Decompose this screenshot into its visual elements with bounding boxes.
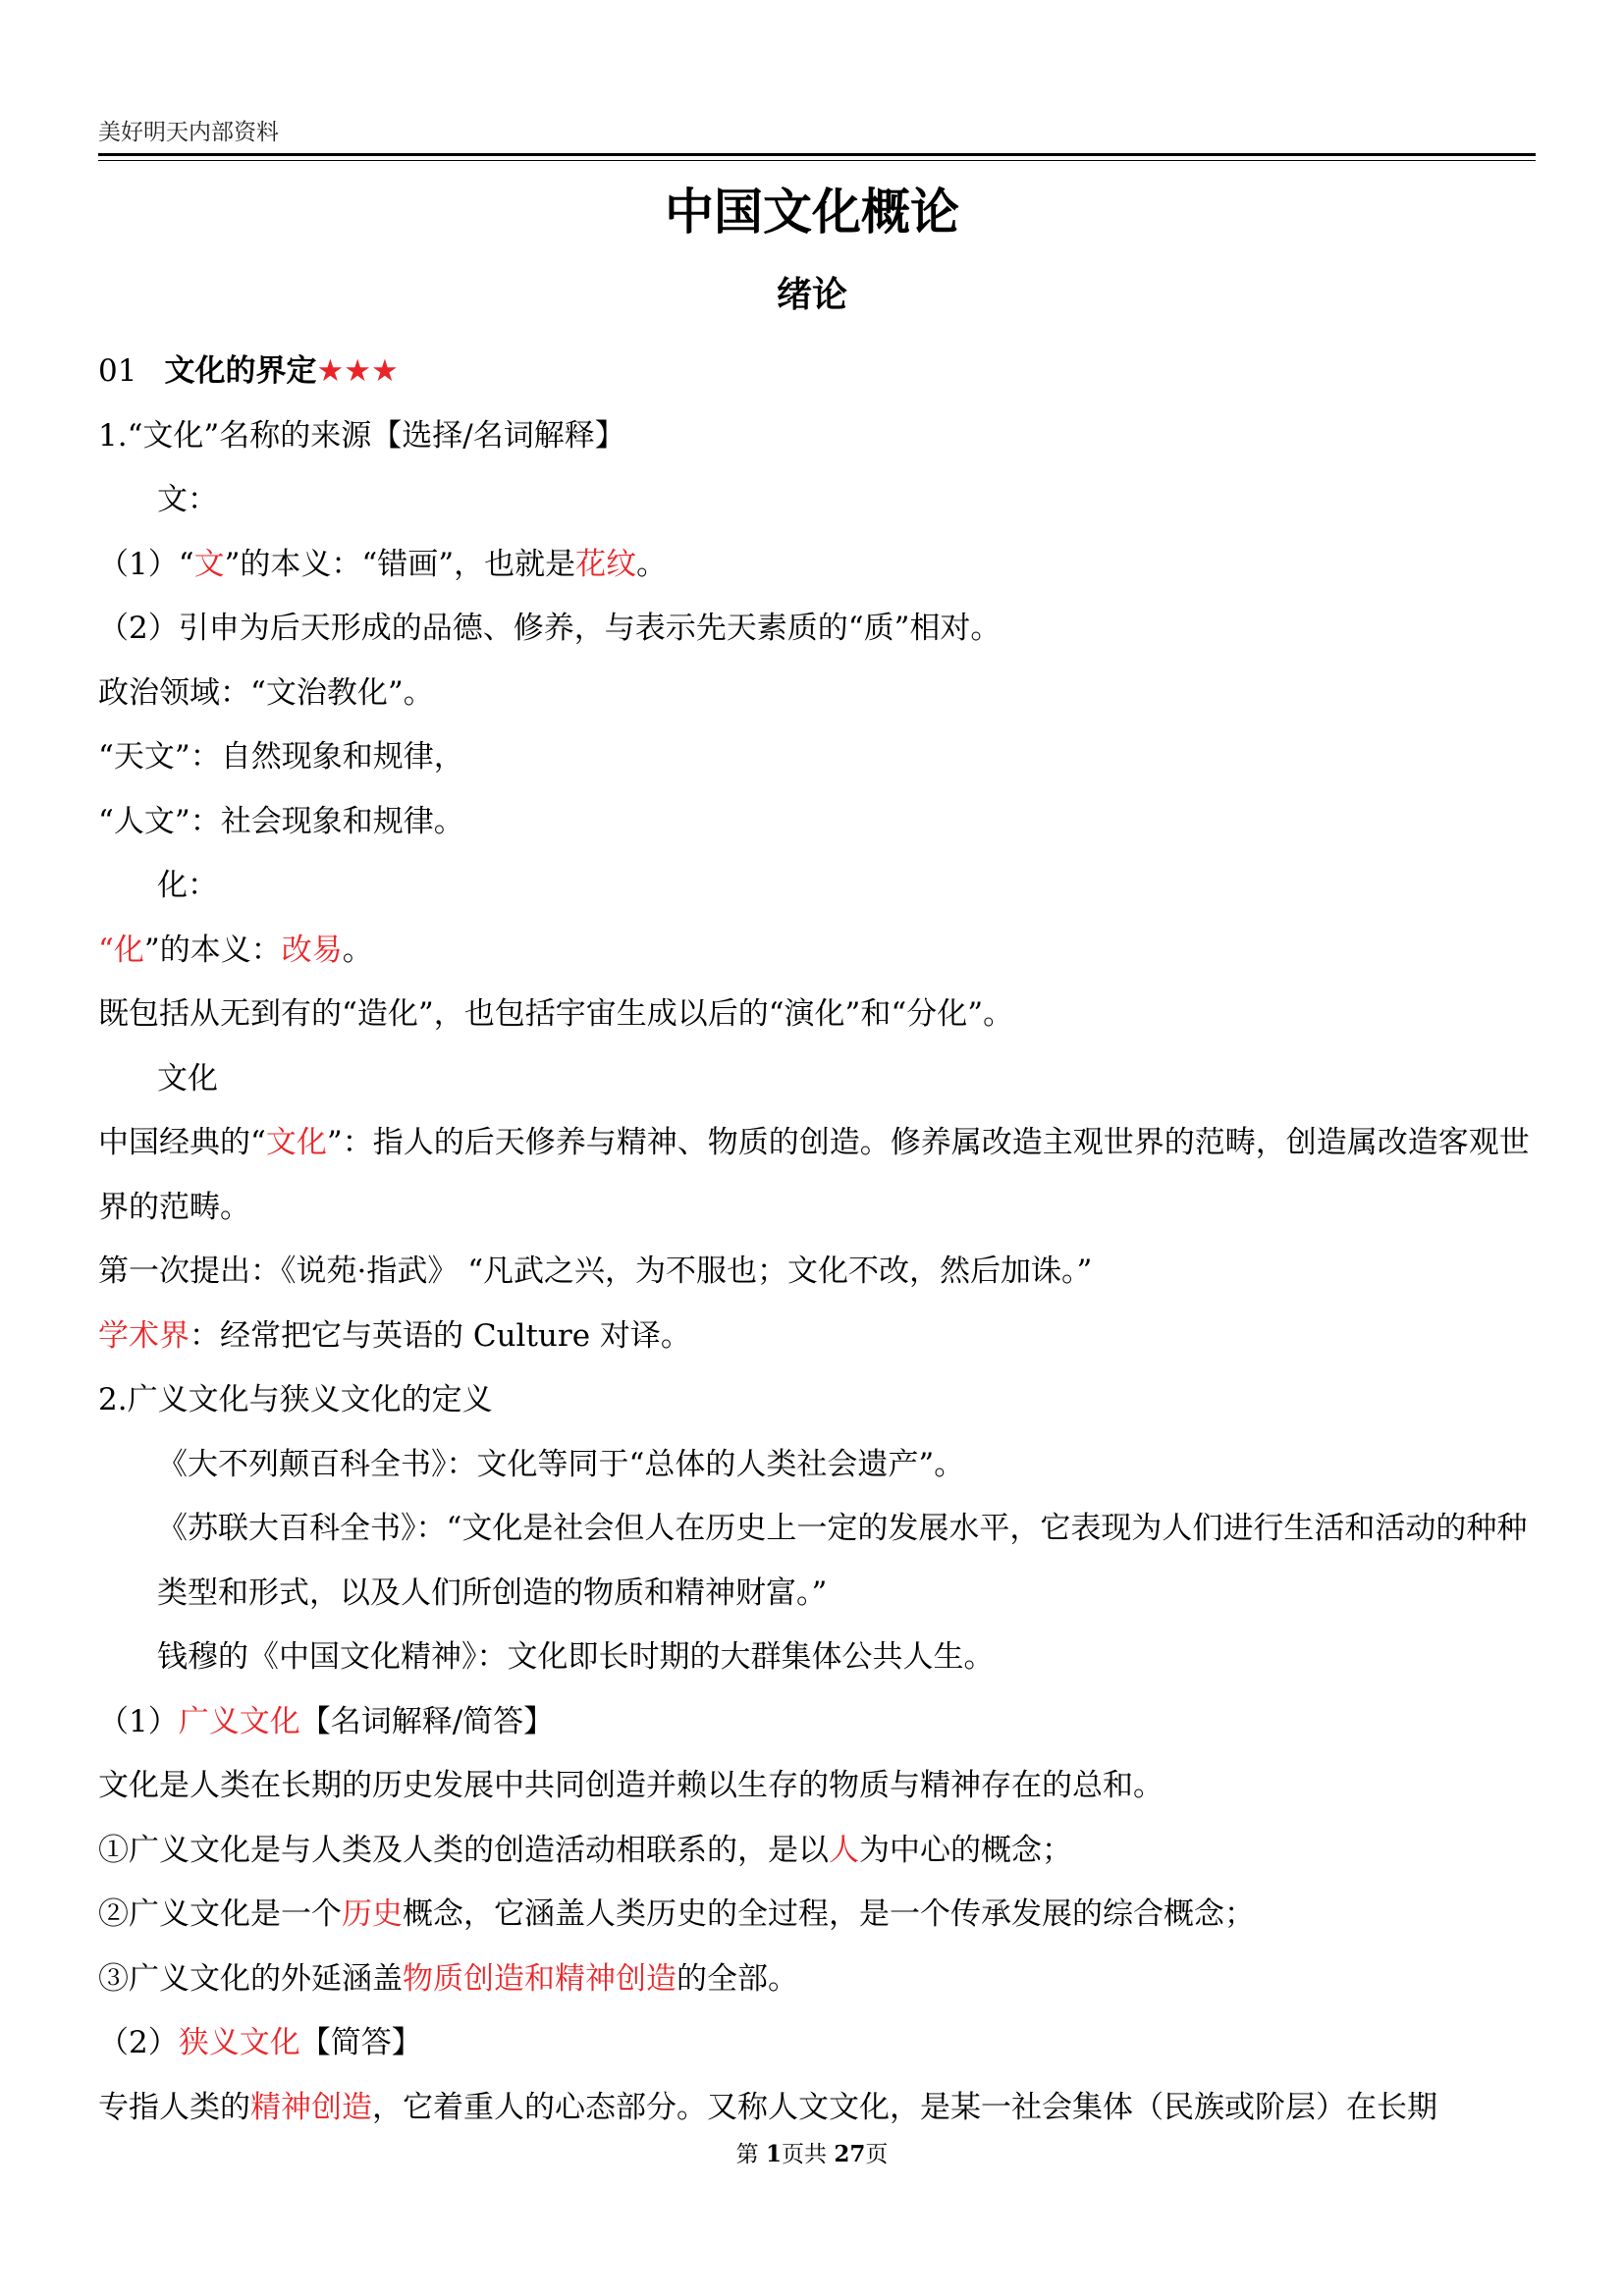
broad-point-1: ①广义文化是与人类及人类的创造活动相联系的，是以人为中心的概念； (98, 1832, 1072, 1868)
def-soviet: 《苏联大百科全书》：“文化是社会但人在历史上一定的发展水平，它表现为人们进行生活和活动的种种类型和形式，以及人们所创造的物质和精神财富。” (157, 1511, 1528, 1611)
document-body (98, 340, 1536, 2140)
highlight-gaiyi: 改易 (281, 932, 343, 968)
broad-culture-heading: （1）广义文化【名词解释/简答】 (98, 1703, 555, 1739)
hua-line-2: 既包括从无到有的“造化”，也包括宇宙生成以后的“演化”和“分化”。 (98, 996, 1014, 1032)
header-rule-thin (98, 160, 1536, 161)
header-rule-thick (98, 153, 1536, 156)
highlight-spirit: 精神创造 (250, 2089, 372, 2125)
section-number: 01 (98, 353, 137, 389)
hua-line-1: “化”的本义：改易。 (98, 932, 373, 968)
highlight-narrow: 狭义文化 (178, 2025, 300, 2060)
highlight-ren: 人 (829, 1832, 859, 1868)
narrow-culture-heading: （2）狭义文化【简答】 (98, 2025, 422, 2060)
highlight-academic: 学术界 (98, 1317, 189, 1354)
narrow-culture-def: 专指人类的精神创造，它着重人的心态部分。又称人文文化，是某一社会集体（民族或阶层）在长期 (98, 2089, 1437, 2125)
broad-point-3: ③广义文化的外延涵盖物质创造和精神创造的全部。 (98, 1960, 798, 1997)
chapter-title: 绪论 (776, 275, 847, 315)
politics-line: 政治领域：“文治教化”。 (98, 674, 434, 711)
highlight-lishi: 历史 (342, 1896, 403, 1932)
page-total: 27 (834, 2141, 866, 2167)
importance-stars: ★★★ (316, 353, 399, 389)
wen-item-1: （1）“文”的本义：“错画”，也就是花纹。 (98, 546, 668, 582)
wen-label: 文： (157, 482, 218, 517)
document-title: 中国文化概论 (665, 184, 959, 240)
broad-point-2: ②广义文化是一个历史概念，它涵盖人类历史的全过程，是一个传承发展的综合概念； (98, 1896, 1255, 1932)
broad-culture-def: 文化是人类在长期的历史发展中共同创造并赖以生存的物质与精神存在的总和。 (98, 1768, 1164, 1803)
highlight-huawen: 花纹 (575, 546, 637, 582)
wenhua-first-mention: 第一次提出：《说苑·指武》 “凡武之兴，为不服也；文化不改，然后加诛。” (98, 1254, 1093, 1289)
wenhua-classic: 中国经典的“文化”：指人的后天修养与精神、物质的创造。修养属改造主观世界的范畴，创造属改造客观世界的范畴。 (98, 1125, 1530, 1225)
document-header: 美好明天内部资料 (98, 120, 279, 145)
highlight-hua: 化 (113, 932, 144, 968)
page-footer: 第 1页共 27页 (735, 2141, 889, 2167)
hua-label: 化： (157, 868, 218, 903)
point-1-heading: 1.“文化”名称的来源【选择/名词解释】 (98, 417, 625, 454)
highlight-wenhua: 文化 (265, 1125, 327, 1160)
point-2-heading: 2.广义文化与狭义文化的定义 (98, 1382, 493, 1417)
tianwen-line: “天文”：自然现象和规律， (98, 739, 464, 774)
section-title: 文化的界定 (164, 353, 317, 389)
highlight-wen: 文 (193, 546, 225, 582)
renwen-line: “人文”：社会现象和规律。 (98, 803, 464, 839)
def-britannica: 《大不列颠百科全书》：文化等同于“总体的人类社会遗产”。 (157, 1446, 965, 1482)
section-heading (98, 340, 1536, 404)
page-number: 1 (765, 2141, 782, 2167)
def-qianmu: 钱穆的《中国文化精神》：文化即长时期的大群集体公共人生。 (157, 1639, 995, 1675)
wenhua-academic: 学术界：经常把它与英语的 Culture 对译。 (98, 1317, 691, 1354)
wenhua-label: 文化 (157, 1060, 218, 1096)
wen-item-2: （2）引申为后天形成的品德、修养，与表示先天素质的“质”相对。 (98, 611, 1001, 646)
highlight-creation: 物质创造和精神创造 (403, 1960, 677, 1997)
highlight-broad: 广义文化 (178, 1703, 300, 1739)
